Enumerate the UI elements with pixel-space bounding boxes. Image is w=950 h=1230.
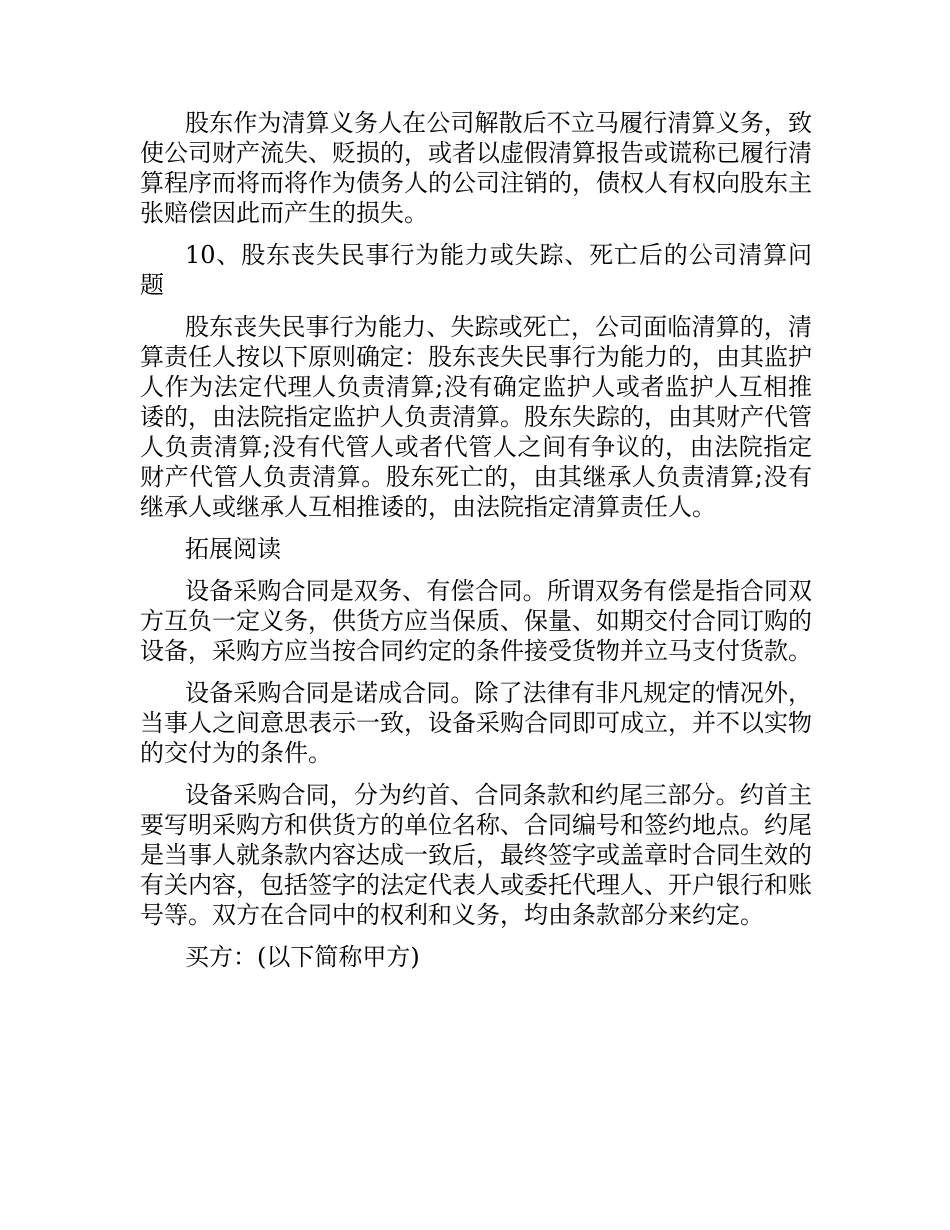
extended-reading-heading: 拓展阅读	[185, 535, 281, 563]
paragraph-consensual-contract: 设备采购合同是诺成合同。除了法律有非凡规定的情况外，当事人之间意思表示一致，设备采购合同即可成立，并不以实物的交付为的条件。	[140, 679, 812, 767]
paragraph-liquidation-responsibility: 股东丧失民事行为能力、失踪或死亡，公司面临清算的，清算责任人按以下原则确定：股东丧失民事行为能力的，由其监护人作为法定代理人负责清算;没有确定监护人或者监护人互相推诿的，由法院指定监护人负责清算。股东失踪的，由其财产代管人负责清算;没有代管人或者代管人之间有争议的，由法院指定财产代管人负责清算。股东死亡的，由其继承人负责清算;没有继承人或继承人互相推诿的，由法院指定清算责任人。	[140, 313, 812, 521]
document-body	[140, 108, 812, 984]
paragraph-bilateral-contract: 设备采购合同是双务、有偿合同。所谓双务有偿是指合同双方互负一定义务，供货方应当保质、保量、如期交付合同订购的设备，采购方应当按合同约定的条件接受货物并立马支付货款。	[140, 577, 812, 665]
paragraph-liquidation-duty: 股东作为清算义务人在公司解散后不立马履行清算义务，致使公司财产流失、贬损的，或者以虚假清算报告或谎称已履行清算程序而将而将作为债务人的公司注销的，债权人有权向股东主张赔偿因此而产生的损失。	[140, 109, 812, 227]
section-heading-10: 10、股东丧失民事行为能力或失踪、死亡后的公司清算问题	[140, 241, 812, 299]
buyer-line: 买方：(以下简称甲方)	[185, 943, 420, 971]
paragraph-contract-structure: 设备采购合同，分为约首、合同条款和约尾三部分。约首主要写明采购方和供货方的单位名称、合同编号和签约地点。约尾是当事人就条款内容达成一致后，最终签字或盖章时合同生效的有关内容，包括签字的法定代表人或委托代理人、开户银行和账号等。双方在合同中的权利和义务，均由条款部分来约定。	[140, 781, 812, 929]
